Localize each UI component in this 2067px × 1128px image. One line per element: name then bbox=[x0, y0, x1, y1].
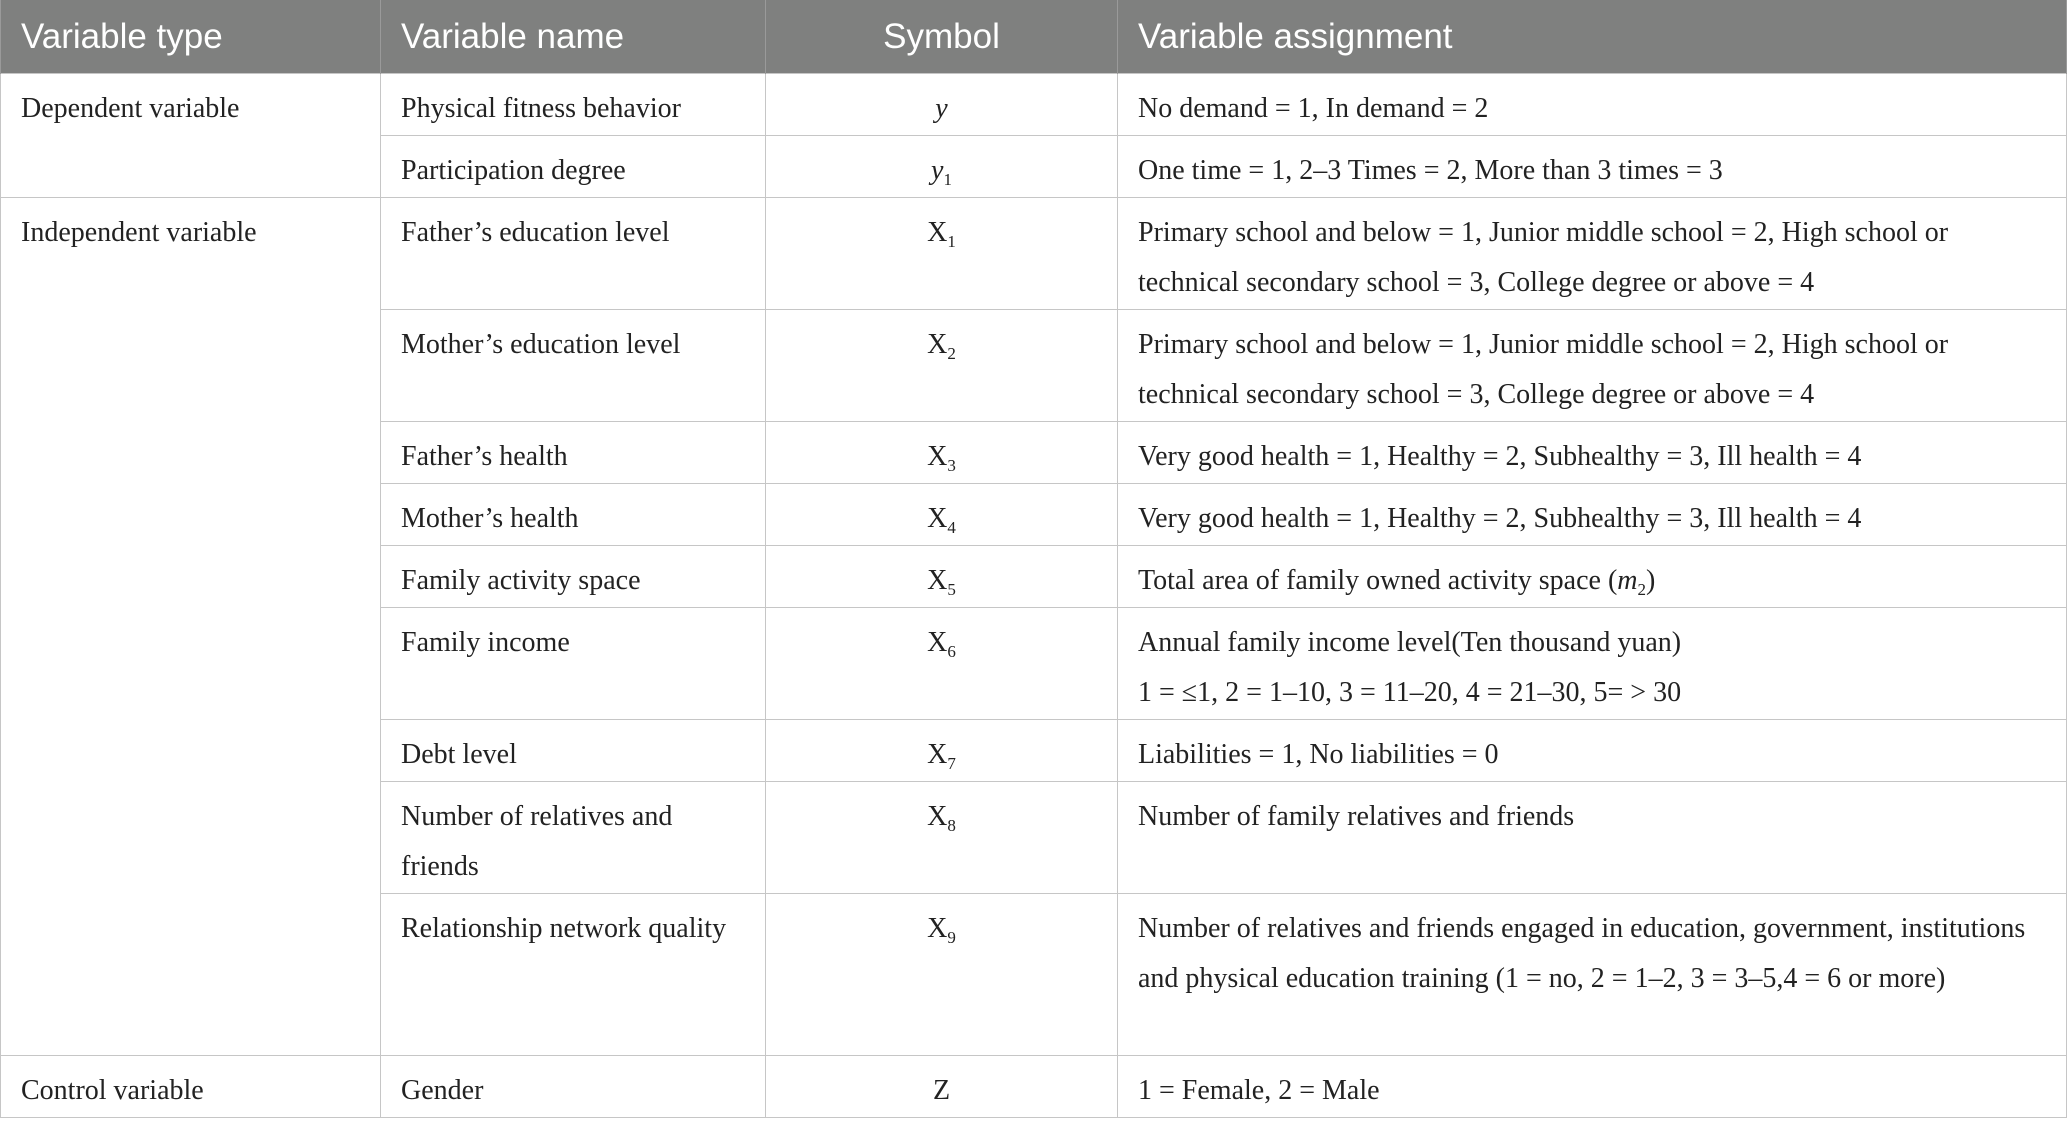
variable-symbol: Z bbox=[766, 1056, 1118, 1118]
variable-name: Debt level bbox=[381, 720, 766, 782]
variable-name: Mother’s health bbox=[381, 484, 766, 546]
variable-name: Father’s health bbox=[381, 422, 766, 484]
variable-name: Participation degree bbox=[381, 136, 766, 198]
variable-assignment: Primary school and below = 1, Junior middle school = 2, High school or technical secondary school = 3, College degree or above = 4 bbox=[1118, 310, 2067, 422]
variable-symbol: $X_1$ bbox=[766, 198, 1118, 310]
variable-symbol: $X_5$ bbox=[766, 546, 1118, 608]
variable-symbol: $X_8$ bbox=[766, 782, 1118, 894]
variable-name: Physical fitness behavior bbox=[381, 74, 766, 136]
group-dependent-variable: Dependent variable bbox=[1, 74, 381, 198]
variable-name: Father’s education level bbox=[381, 198, 766, 310]
table-row bbox=[1, 198, 2067, 310]
variable-symbol: $X_9$ bbox=[766, 894, 1118, 1056]
variable-symbol: $y_1$ bbox=[766, 136, 1118, 198]
header-row bbox=[1, 0, 2067, 74]
variable-assignment: Number of family relatives and friends bbox=[1118, 782, 2067, 894]
variable-symbol: $X_4$ bbox=[766, 484, 1118, 546]
variable-name: Gender bbox=[381, 1056, 766, 1118]
variable-symbol: $X_3$ bbox=[766, 422, 1118, 484]
variable-name: Mother’s education level bbox=[381, 310, 766, 422]
variable-symbol: $X_6$ bbox=[766, 608, 1118, 720]
variable-name: Relationship network quality bbox=[381, 894, 766, 1056]
header-variable-assignment: Variable assignment bbox=[1118, 0, 2067, 74]
group-independent-variable: Independent variable bbox=[1, 198, 381, 1056]
variable-symbol: $X_2$ bbox=[766, 310, 1118, 422]
group-control-variable: Control variable bbox=[1, 1056, 381, 1118]
variable-symbol: $X_7$ bbox=[766, 720, 1118, 782]
variable-name: Family activity space bbox=[381, 546, 766, 608]
variable-assignment: Total area of family owned activity space $(m_2)$ bbox=[1118, 546, 2067, 608]
variable-assignment: Annual family income level(Ten thousand yuan) 1 = ≤1, 2 = 1–10, 3 = 11–20, 4 = 21–30, 5= > 30 bbox=[1118, 608, 2067, 720]
variable-assignment: Very good health = 1, Healthy = 2, Subhealthy = 3, Ill health = 4 bbox=[1118, 484, 2067, 546]
variable-assignment: 1 = Female, 2 = Male bbox=[1118, 1056, 2067, 1118]
header-symbol: Symbol bbox=[766, 0, 1118, 74]
variable-assignment: Primary school and below = 1, Junior middle school = 2, High school or technical secondary school = 3, College degree or above = 4 bbox=[1118, 198, 2067, 310]
variable-assignment: Very good health = 1, Healthy = 2, Subhealthy = 3, Ill health = 4 bbox=[1118, 422, 2067, 484]
variable-assignment: Liabilities = 1, No liabilities = 0 bbox=[1118, 720, 2067, 782]
variable-symbol: y bbox=[766, 74, 1118, 136]
variable-assignment: No demand = 1, In demand = 2 bbox=[1118, 74, 2067, 136]
table-body bbox=[1, 74, 2067, 1118]
variable-name: Number of relatives and friends bbox=[381, 782, 766, 894]
header-variable-name: Variable name bbox=[381, 0, 766, 74]
variable-name: Family income bbox=[381, 608, 766, 720]
table-row bbox=[1, 74, 2067, 136]
variable-assignment: One time = 1, 2–3 Times = 2, More than 3 times = 3 bbox=[1118, 136, 2067, 198]
table-header bbox=[1, 0, 2067, 74]
variable-assignment: Number of relatives and friends engaged in education, government, institutions and physical education training (1 = no, 2 = 1–2, 3 = 3–5,4 = 6 or more) bbox=[1118, 894, 2067, 1056]
header-variable-type: Variable type bbox=[1, 0, 381, 74]
table-row bbox=[1, 1056, 2067, 1118]
